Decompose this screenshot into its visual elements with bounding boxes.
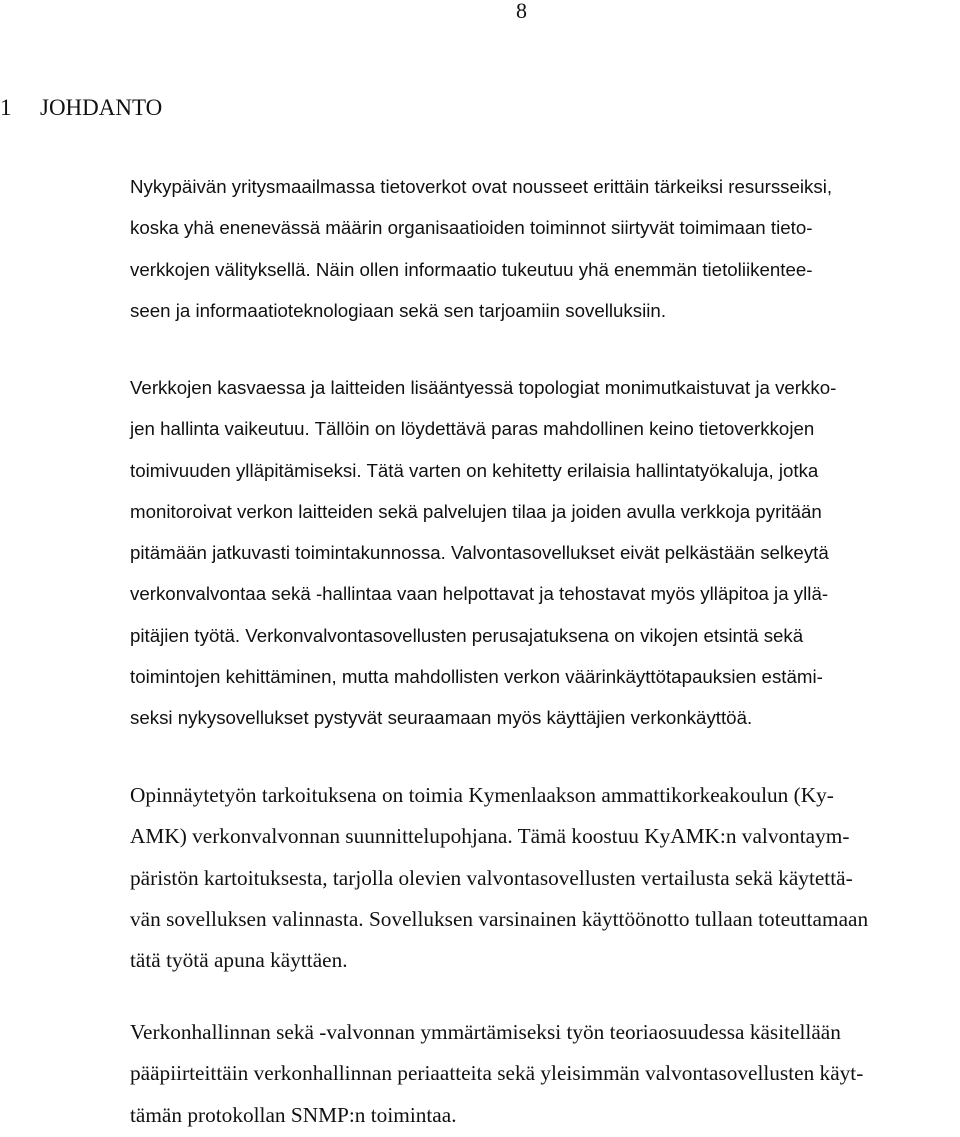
text-line: Nykypäivän yritysmaailmassa tietoverkot ovat nousseet erittäin tärkeiksi resursseiksi, bbox=[130, 176, 833, 197]
text-line: pitäjien työtä. Verkonvalvontasovellusten perusajatuksena on vikojen etsintä sekä bbox=[130, 624, 804, 646]
text-line: Opinnäytetyön tarkoituksena on toimia Kymenlaakson ammattikorkeakoulun (Ky- bbox=[130, 783, 834, 807]
chapter-number: 1 bbox=[0, 95, 12, 120]
text-line: pitämään jatkuvasti toimintakunnossa. Valvontasovellukset eivät pelkästään selkeytä bbox=[130, 542, 829, 564]
text-line: seksi nykysovellukset pystyvät seuraamaan myös käyttäjien verkonkäyttöä. bbox=[130, 707, 753, 729]
text-line: seen ja informaatioteknologiaan sekä sen tarjoamiin sovelluksiin. bbox=[130, 299, 667, 321]
text-line: verkkojen välityksellä. Näin ollen informaatio tukeutuu yhä enemmän tietoliikentee- bbox=[130, 258, 813, 280]
text-line: toimivuuden ylläpitämiseksi. Tätä varten on kehitetty erilaisia hallintatyökaluja, jotka bbox=[130, 459, 819, 481]
chapter-heading bbox=[0, 94, 162, 122]
text-line: monitoroivat verkon laitteiden sekä palvelujen tilaa ja joiden avulla verkkoja pyritään bbox=[130, 500, 822, 522]
text-line: tämän protokollan SNMP:n toimintaa. bbox=[130, 1102, 457, 1127]
text-line: pääpiirteittäin verkonhallinnan periaatteita sekä yleisimmän valvontasovellusten käyt- bbox=[130, 1061, 864, 1086]
text-line: toimintojen kehittäminen, mutta mahdollisten verkon väärinkäyttötapauksien estämi- bbox=[130, 666, 823, 688]
text-line: päristön kartoituksesta, tarjolla olevien valvontasovellusten vertailusta sekä käytettä- bbox=[130, 865, 853, 890]
text-line: Verkkojen kasvaessa ja laitteiden lisääntyessä topologiat monimutkaistuvat ja verkko- bbox=[130, 377, 837, 398]
text-line: koska yhä enenevässä määrin organisaatioiden toiminnot siirtyvät toimimaan tieto- bbox=[130, 217, 813, 239]
paragraph-network-management bbox=[130, 367, 960, 739]
chapter-title: JOHDANTO bbox=[40, 95, 163, 120]
text-line: AMK) verkonvalvonnan suunnittelupohjana. Tämä koostuu KyAMK:n valvontaym- bbox=[130, 824, 850, 849]
text-line: tätä työtä apuna käyttäen. bbox=[130, 948, 348, 973]
text-line: jen hallinta vaikeutuu. Tällöin on löydettävä paras mahdollinen keino tietoverkkojen bbox=[130, 418, 815, 440]
text-line: verkonvalvontaa sekä -hallintaa vaan helpottavat ja tehostavat myös ylläpitoa ja yllä- bbox=[130, 583, 829, 605]
page-number: 8 bbox=[516, 0, 527, 23]
paragraph-thesis-purpose bbox=[130, 775, 960, 981]
paragraph-theory-part bbox=[130, 1012, 960, 1136]
text-line: Verkonhallinnan sekä -valvonnan ymmärtämiseksi työn teoriaosuudessa käsitellään bbox=[130, 1020, 841, 1044]
paragraph-intro bbox=[130, 166, 960, 331]
text-line: vän sovelluksen valinnasta. Sovelluksen varsinainen käyttöönotto tullaan toteuttamaan bbox=[130, 906, 869, 931]
